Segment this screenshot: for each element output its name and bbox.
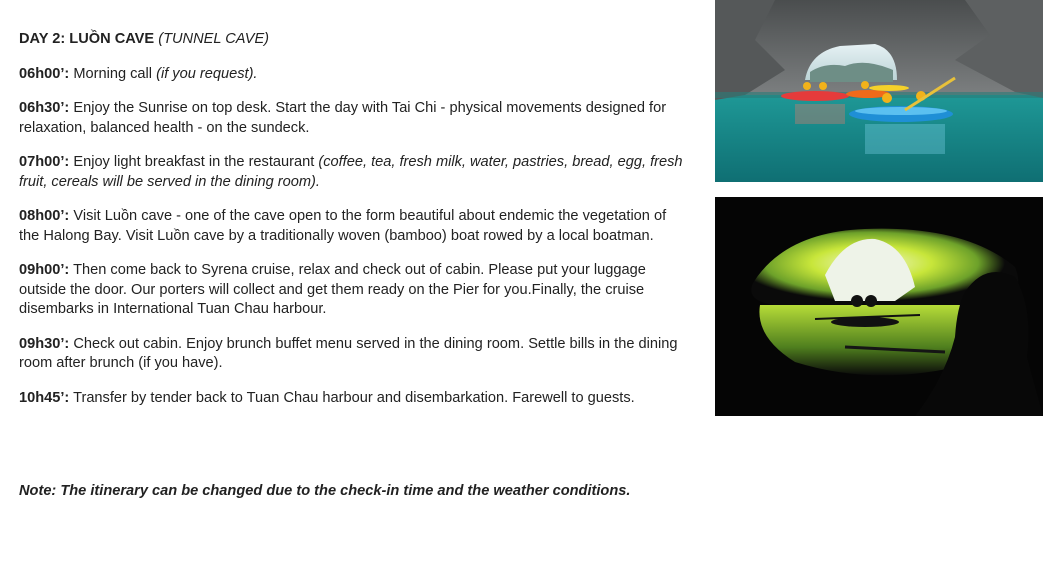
itinerary-content (19, 30, 689, 423)
schedule-note: (coffee, tea, fresh milk, water, pastries, bread, egg, fresh fruit, cereals will be served in the dining room). (19, 154, 683, 190)
schedule-text: Then come back to Syrena cruise, relax and check out of cabin. Please put your luggage outside the door. Our porters will collect and get them ready on the Pier for you.Finally, the cruise disembarks in International Tuan Chau harbour. (19, 262, 646, 317)
day-title-label: DAY 2: LUỒN CAVE (19, 31, 155, 47)
cave-boat-photo (715, 197, 1043, 416)
schedule-text: Visit Luồn cave - one of the cave open to the form beautiful about endemic the vegetation of the Halong Bay. Visit Luồn cave by a traditionally woven (bamboo) boat rowed by a local boatman. (19, 208, 667, 244)
kayak-photo (715, 0, 1043, 182)
schedule-text: Enjoy the Sunrise on top desk. Start the day with Tai Chi - physical movements designed for relaxation, balanced health - on the sundeck. (19, 100, 667, 136)
schedule-time: 09h30’: (19, 335, 70, 352)
schedule-item (19, 99, 689, 138)
day-title (19, 30, 689, 50)
schedule-item (19, 335, 689, 374)
schedule-text: Check out cabin. Enjoy brunch buffet menu served in the dining room. Settle bills in the dining room after brunch (if you have). (19, 335, 678, 371)
schedule-time: 08h00’: (19, 208, 70, 224)
schedule-text: Enjoy light breakfast in the restaurant (69, 154, 319, 170)
schedule-item (19, 389, 689, 409)
itinerary-note: Note: The itinerary can be changed due to the check-in time and the weather conditions. (19, 483, 631, 499)
schedule-time: 07h00’: (19, 154, 70, 170)
schedule-text: Morning call (69, 65, 157, 82)
schedule-time: 09h00’: (19, 262, 70, 278)
schedule-time: 10h45’: (19, 389, 70, 406)
schedule-time: 06h30’: (19, 100, 70, 116)
schedule-note: (if you request). (156, 65, 258, 82)
schedule-text: Transfer by tender back to Tuan Chau harbour and disembarkation. Farewell to guests. (69, 389, 635, 406)
day-title-subtitle: (TUNNEL CAVE) (158, 31, 270, 47)
schedule-item (19, 65, 689, 85)
schedule-item (19, 153, 689, 192)
schedule-item (19, 261, 689, 320)
schedule-item (19, 207, 689, 246)
schedule-time: 06h00’: (19, 65, 70, 82)
